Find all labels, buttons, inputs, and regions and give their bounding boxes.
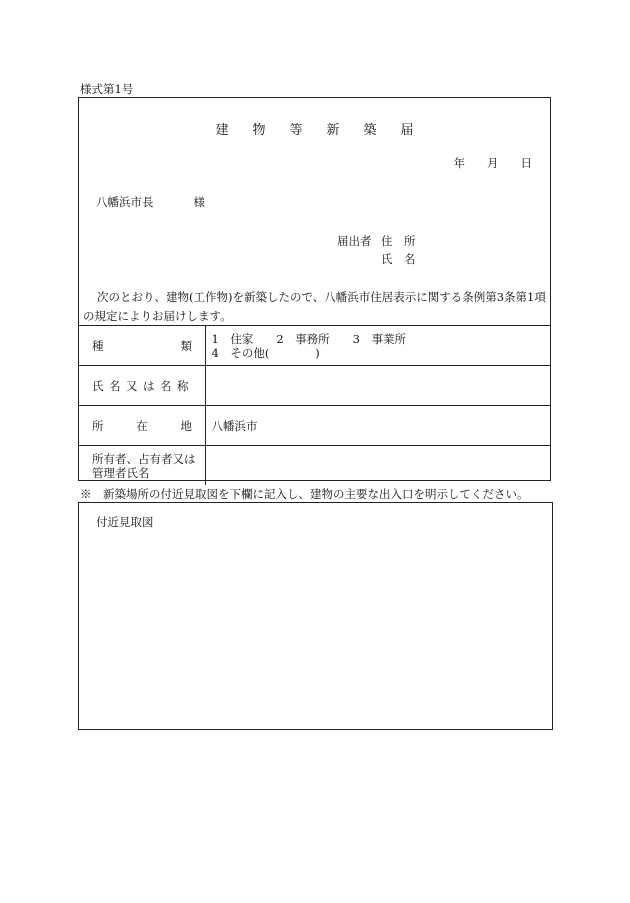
date-line bbox=[432, 155, 533, 171]
owner-label-text: 所有者、占有者又は管理者氏名 bbox=[92, 451, 196, 480]
form-title bbox=[79, 119, 550, 138]
type-label-left: 種 bbox=[92, 338, 104, 353]
vicinity-map-box[interactable] bbox=[78, 502, 553, 730]
type-options-line2: 4 その他( ) bbox=[211, 345, 320, 360]
addressee-honorific: 様 bbox=[193, 195, 205, 209]
name-label-cell bbox=[79, 366, 205, 406]
location-label-left: 所 bbox=[92, 418, 104, 433]
location-label-mid: 在 bbox=[136, 418, 148, 433]
notification-form bbox=[78, 97, 551, 481]
address-label: 住 所 bbox=[381, 234, 416, 248]
owner-label-cell bbox=[79, 446, 205, 486]
location-label-cell bbox=[79, 406, 205, 446]
form-number: 様式第1号 bbox=[80, 82, 134, 96]
name-label: 氏 名 bbox=[381, 252, 416, 266]
applicant-role: 届出者 bbox=[337, 234, 372, 248]
addressee-name: 八幡浜市長 bbox=[96, 195, 154, 209]
addressee bbox=[96, 194, 205, 210]
owner-value-cell[interactable] bbox=[205, 446, 550, 486]
table-row-type bbox=[79, 326, 550, 366]
title-char: 届 bbox=[400, 123, 414, 138]
applicant-block bbox=[337, 232, 416, 268]
info-table bbox=[79, 325, 550, 485]
title-char: 新 bbox=[326, 123, 340, 138]
type-options-line1: 1 住家 2 事務所 3 事業所 bbox=[211, 331, 406, 346]
location-value-cell[interactable]: 八幡浜市 bbox=[205, 406, 550, 446]
date-month: 月 bbox=[487, 156, 499, 170]
table-row-location bbox=[79, 406, 550, 446]
vicinity-map-label: 付近見取図 bbox=[96, 515, 154, 529]
location-label-right: 地 bbox=[180, 418, 192, 433]
date-year: 年 bbox=[453, 156, 465, 170]
title-char: 等 bbox=[289, 123, 303, 138]
type-options-cell[interactable] bbox=[205, 326, 550, 366]
name-value-cell[interactable] bbox=[205, 366, 550, 406]
title-char: 物 bbox=[252, 123, 266, 138]
title-char: 築 bbox=[363, 123, 377, 138]
body-text: 次のとおり、建物(工作物)を新築したので、八幡浜市住居表示に関する条例第3条第1項の規定によりお届けします。 bbox=[83, 290, 546, 323]
table-row-name bbox=[79, 366, 550, 406]
title-char: 建 bbox=[215, 123, 229, 138]
table-row-owner bbox=[79, 446, 550, 486]
name-label-text: 氏名又は名称 bbox=[92, 378, 194, 393]
type-label-right: 類 bbox=[180, 338, 192, 353]
type-label-cell bbox=[79, 326, 205, 366]
instruction-note: ※ 新築場所の付近見取図を下欄に記入し、建物の主要な出入口を明示してください。 bbox=[80, 487, 529, 501]
date-day: 日 bbox=[520, 156, 532, 170]
